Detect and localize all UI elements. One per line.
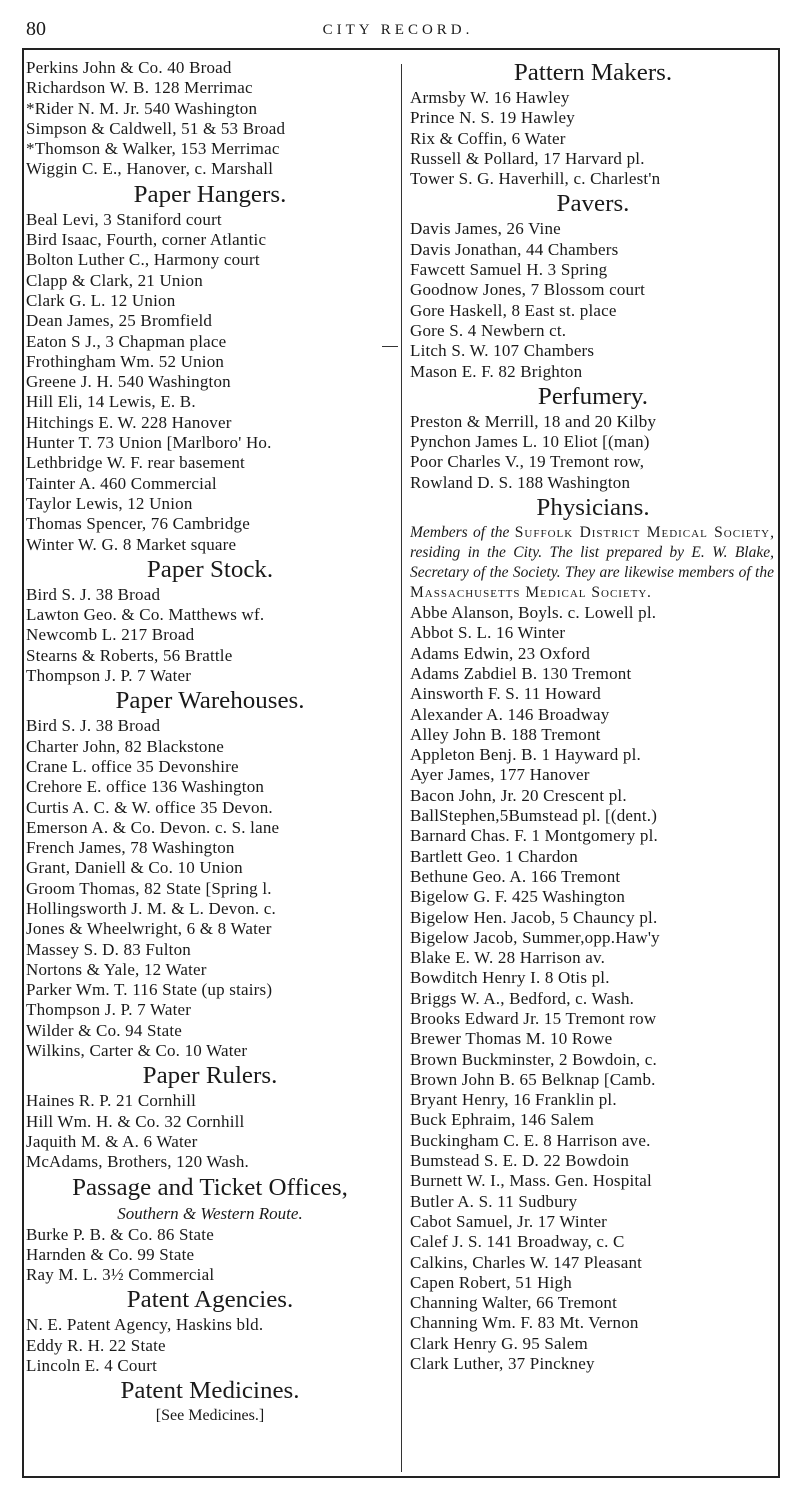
directory-entry: Channing Wm. F. 83 Mt. Vernon (410, 1313, 639, 1333)
directory-entry: Parker Wm. T. 116 State (up stairs) (26, 980, 273, 1000)
directory-entry: Brown John B. 65 Belknap [Camb. (410, 1069, 656, 1089)
directory-entry: Crehore E. office 136 Washington (26, 777, 265, 797)
directory-entry: Hill Wm. H. & Co. 32 Cornhill (26, 1111, 245, 1131)
directory-entry: Alexander A. 146 Broadway (410, 704, 610, 724)
directory-entry: Wilkins, Carter & Co. 10 Water (26, 1041, 248, 1061)
directory-entry: Frothingham Wm. 52 Union (26, 351, 225, 371)
directory-entry: Bigelow Hen. Jacob, 5 Chauncy pl. (410, 907, 658, 927)
directory-entry: Jaquith M. & A. 6 Water (26, 1131, 198, 1151)
directory-entry: Nortons & Yale, 12 Water (26, 959, 207, 979)
directory-section (26, 180, 394, 555)
directory-entry: Wiggin C. E., Hanover, c. Marshall (26, 159, 274, 179)
section-subheading: Southern & Western Route. (117, 1203, 303, 1223)
directory-entry: *Thomson & Walker, 153 Merrimac (26, 139, 280, 159)
directory-entry: Eaton S J., 3 Chapman place (26, 331, 227, 351)
directory-entry: Davis James, 26 Vine (410, 219, 561, 239)
section-heading: Paper Rulers. (142, 1062, 278, 1090)
section-heading: Perfumery. (537, 382, 649, 410)
directory-entry: Alley John B. 188 Tremont (410, 724, 601, 744)
directory-entry: Greene J. H. 540 Washington (26, 372, 231, 392)
note-fragment: Suffolk District Medical Society (514, 524, 771, 542)
directory-entry: Winter W. G. 8 Market square (26, 534, 237, 554)
directory-entry: Newcomb L. 217 Broad (26, 625, 195, 645)
directory-section (26, 1173, 394, 1286)
directory-entry: Haines R. P. 21 Cornhill (26, 1091, 197, 1111)
directory-entry: Bird S. J. 38 Broad (26, 716, 161, 736)
page-number: 80 (26, 18, 46, 40)
directory-entry: Massey S. D. 83 Fulton (26, 939, 191, 959)
directory-entry: Rowland D. S. 188 Washington (410, 472, 631, 492)
directory-entry: Abbe Alanson, Boyls. c. Lowell pl. (410, 603, 657, 623)
note-fragment: , residing in the City. The list prepared by E. W. Blake, Secretary of the Society. They are likewise members of the (410, 524, 775, 582)
directory-entry: Bird Isaac, Fourth, corner Atlantic (26, 230, 267, 250)
directory-entry: French James, 78 Washington (26, 838, 235, 858)
directory-entry: Fawcett Samuel H. 3 Spring (410, 260, 608, 280)
directory-entry: Richardson W. B. 128 Merrimac (26, 78, 253, 98)
directory-entry: Preston & Merrill, 18 and 20 Kilby (410, 411, 657, 431)
directory-entry: Gore Haskell, 8 East st. place (410, 300, 617, 320)
directory-entry: Hitchings E. W. 228 Hanover (26, 412, 232, 432)
directory-entry: Bacon John, Jr. 20 Crescent pl. (410, 785, 627, 805)
directory-entry: Calkins, Charles W. 147 Pleasant (410, 1252, 643, 1272)
directory-section (26, 1285, 394, 1376)
directory-entry: Bartlett Geo. 1 Chardon (410, 846, 578, 866)
directory-entry: Beal Levi, 3 Staniford court (26, 209, 222, 229)
page-header (12, 14, 784, 46)
directory-entry: Goodnow Jones, 7 Blossom court (410, 280, 646, 300)
section-heading: Patent Medicines. (120, 1377, 300, 1405)
directory-entry: Clark G. L. 12 Union (26, 290, 176, 310)
directory-entry: Eddy R. H. 22 State (26, 1335, 166, 1355)
directory-entry: Buck Ephraim, 146 Salem (410, 1110, 595, 1130)
directory-entry: BallStephen,5Bumstead pl. [(dent.) (410, 806, 658, 826)
directory-entry: Bird S. J. 38 Broad (26, 584, 161, 604)
directory-entry: Russell & Pollard, 17 Harvard pl. (410, 148, 645, 168)
directory-entry: Taylor Lewis, 12 Union (26, 493, 193, 513)
directory-entry: Bigelow Jacob, Summer,opp.Haw'y (410, 927, 660, 947)
directory-section (26, 686, 394, 1061)
directory-entry: Abbot S. L. 16 Winter (410, 623, 566, 643)
directory-entry: Tower S. G. Haverhill, c. Charlest'n (410, 169, 661, 189)
directory-entry: Bumstead S. E. D. 22 Bowdoin (410, 1151, 630, 1171)
directory-section (410, 382, 776, 493)
directory-entry: Adams Edwin, 23 Oxford (410, 643, 591, 663)
section-heading: Pavers. (556, 190, 630, 218)
column-divider (401, 64, 402, 1472)
directory-entry: Tainter A. 460 Commercial (26, 473, 217, 493)
section-heading: Passage and Ticket Offices, (72, 1173, 348, 1201)
directory-entry: Hollingsworth J. M. & L. Devon. c. (26, 898, 276, 918)
directory-section (410, 58, 776, 189)
directory-entry: Hill Eli, 14 Lewis, E. B. (26, 392, 196, 412)
section-heading: Pattern Makers. (513, 59, 673, 86)
directory-entry: Adams Zabdiel B. 130 Tremont (410, 663, 632, 683)
directory-entry: Bryant Henry, 16 Franklin pl. (410, 1090, 617, 1110)
directory-entry: Davis Jonathan, 44 Chambers (410, 239, 619, 259)
note-fragment: Members of the (410, 524, 515, 542)
directory-entry: Thomas Spencer, 76 Cambridge (26, 514, 250, 534)
directory-entry: Simpson & Caldwell, 51 & 53 Broad (26, 118, 286, 138)
directory-entry: Ainsworth F. S. 11 Howard (410, 684, 601, 704)
directory-page (12, 14, 784, 1480)
directory-entry: Bolton Luther C., Harmony court (26, 250, 260, 270)
directory-entry: Gore S. 4 Newbern ct. (410, 320, 567, 340)
directory-entry: Appleton Benj. B. 1 Hayward pl. (410, 745, 641, 765)
directory-entry: Burnett W. I., Mass. Gen. Hospital (410, 1171, 652, 1191)
directory-entry: Ray M. L. 3½ Commercial (26, 1265, 215, 1285)
directory-entry: Rix & Coffin, 6 Water (410, 128, 566, 148)
directory-entry: Lincoln E. 4 Court (26, 1356, 158, 1376)
section-heading: Paper Stock. (146, 555, 274, 583)
directory-entry: Calef J. S. 141 Broadway, c. C (410, 1232, 625, 1252)
directory-entry: Burke P. B. & Co. 86 State (26, 1224, 214, 1244)
directory-entry: Jones & Wheelwright, 6 & 8 Water (26, 919, 272, 939)
right-column (410, 58, 776, 1474)
section-heading: Paper Hangers. (133, 180, 287, 208)
directory-entry: Thompson J. P. 7 Water (26, 1000, 192, 1020)
directory-entry: Lethbridge W. F. rear basement (26, 453, 245, 473)
directory-entry: Brooks Edward Jr. 15 Tremont row (410, 1008, 657, 1028)
directory-entry: Ayer James, 177 Hanover (410, 765, 590, 785)
running-head: CITY RECORD. (322, 22, 474, 38)
directory-entry: Lawton Geo. & Co. Matthews wf. (26, 605, 265, 625)
directory-entry: Channing Walter, 66 Tremont (410, 1293, 618, 1313)
directory-entry: Mason E. F. 82 Brighton (410, 361, 583, 381)
directory-entry: Stearns & Roberts, 56 Brattle (26, 645, 233, 665)
section-heading: Paper Warehouses. (115, 687, 305, 715)
directory-entry: Poor Charles V., 19 Tremont row, (410, 452, 645, 472)
directory-entry: Clark Henry G. 95 Salem (410, 1333, 588, 1353)
directory-entry: Crane L. office 35 Devonshire (26, 756, 239, 776)
directory-entry: Harnden & Co. 99 State (26, 1244, 195, 1264)
directory-entry: *Rider N. M. Jr. 540 Washington (26, 98, 258, 118)
directory-entry: Hunter T. 73 Union [Marlboro' Ho. (26, 433, 272, 453)
directory-entry: Prince N. S. 19 Hawley (410, 108, 575, 128)
directory-entry: N. E. Patent Agency, Haskins bld. (26, 1315, 264, 1335)
directory-entry: Buckingham C. E. 8 Harrison ave. (410, 1130, 651, 1150)
left-column (26, 58, 394, 1474)
directory-entry: Thompson J. P. 7 Water (26, 666, 192, 686)
directory-entry: Curtis A. C. & W. office 35 Devon. (26, 797, 273, 817)
directory-entry: Brown Buckminster, 2 Bowdoin, c. (410, 1049, 658, 1069)
directory-section (410, 493, 776, 1374)
directory-entry: Cabot Samuel, Jr. 17 Winter (410, 1211, 608, 1231)
note-fragment: Massachusetts Medical Society (410, 584, 648, 602)
directory-entry: Brewer Thomas M. 10 Rowe (410, 1029, 613, 1049)
section-heading: Patent Agencies. (126, 1286, 294, 1314)
directory-entry: Groom Thomas, 82 State [Spring l. (26, 878, 272, 898)
directory-section (410, 189, 776, 381)
directory-entry: Pynchon James L. 10 Eliot [(man) (410, 432, 650, 452)
directory-entry: Bigelow G. F. 425 Washington (410, 887, 626, 907)
directory-entry: Clark Luther, 37 Pinckney (410, 1354, 595, 1374)
directory-entry: Bowditch Henry I. 8 Otis pl. (410, 968, 610, 988)
directory-entry: Clapp & Clark, 21 Union (26, 270, 203, 290)
directory-entry: Charter John, 82 Blackstone (26, 736, 225, 756)
directory-section (26, 555, 394, 686)
directory-entry: Bethune Geo. A. 166 Tremont (410, 866, 621, 886)
directory-entry: McAdams, Brothers, 120 Wash. (26, 1152, 250, 1172)
directory-section (26, 58, 394, 180)
section-heading: Physicians. (536, 494, 650, 522)
directory-entry: Dean James, 25 Bromfield (26, 311, 213, 331)
directory-entry: Litch S. W. 107 Chambers (410, 341, 595, 361)
section-reference: [See Medicines.] (155, 1407, 265, 1425)
directory-section (26, 1061, 394, 1172)
directory-entry: Blake E. W. 28 Harrison av. (410, 948, 606, 968)
directory-entry: Perkins John & Co. 40 Broad (26, 58, 232, 77)
directory-section (26, 1376, 394, 1426)
directory-entry: Grant, Daniell & Co. 10 Union (26, 858, 243, 878)
directory-entry: Capen Robert, 51 High (410, 1272, 572, 1292)
directory-entry: Butler A. S. 11 Sudbury (410, 1191, 578, 1211)
directory-entry: Armsby W. 16 Hawley (410, 88, 570, 107)
directory-entry: Briggs W. A., Bedford, c. Wash. (410, 988, 635, 1008)
directory-entry: Emerson A. & Co. Devon. c. S. lane (26, 817, 280, 837)
directory-entry: Barnard Chas. F. 1 Montgomery pl. (410, 826, 658, 846)
directory-entry: Wilder & Co. 94 State (26, 1020, 183, 1040)
section-note (410, 523, 776, 603)
note-fragment: . (647, 584, 652, 602)
